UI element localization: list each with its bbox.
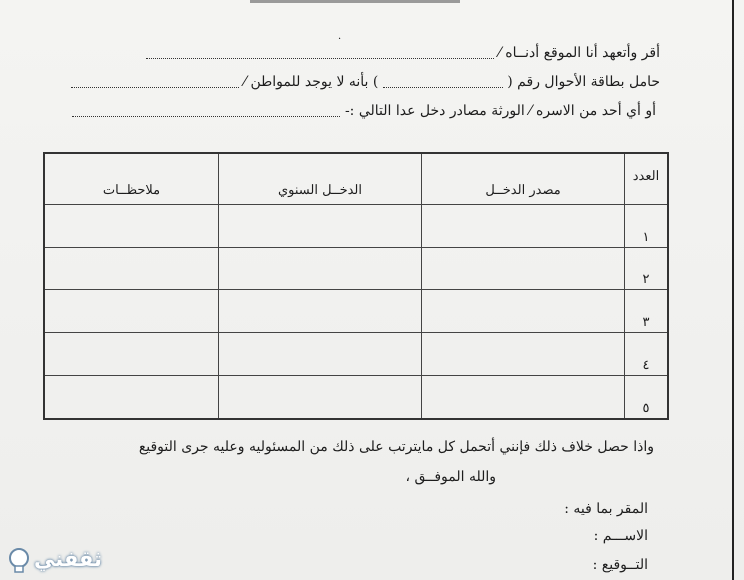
income-source-cell[interactable] [422, 247, 625, 290]
notes-cell[interactable] [44, 205, 219, 248]
declaration-line-2 [71, 73, 660, 91]
annual-income-cell[interactable] [219, 205, 422, 248]
pledge-statement: واذا حصل خلاف ذلك فإنني أتحمل كل مايترتب على ذلك من المسئوليه وعليه جرى التوقيع [138, 439, 654, 455]
closing-phrase: والله الموفــق ، [405, 469, 496, 485]
annual-income-cell[interactable] [219, 332, 422, 375]
income-table [43, 152, 669, 420]
notes-cell[interactable] [44, 247, 219, 290]
family-income-label: أو أي أحد من الاسره ⁄ الورثة مصادر دخل عدا التالي :- [344, 103, 656, 119]
declarant-label: المقر بما فيه : [564, 501, 648, 517]
declaration-line-3 [72, 102, 656, 120]
watermark-text: ثقفني [34, 547, 102, 571]
signature-label: التــوقيع : [592, 557, 648, 573]
notes-cell[interactable] [44, 375, 219, 419]
stray-mark: · [338, 34, 342, 45]
name-label: الاســـم : [593, 528, 648, 544]
bulb-icon [4, 546, 34, 576]
income-source-cell[interactable] [422, 290, 625, 333]
row-number: ٤ [625, 332, 669, 375]
id-card-label: حامل بطاقة الأحوال رقم ( [507, 74, 660, 90]
declarant-intro: أقر وأتعهد أنا الموقع أدنــاه ⁄ [498, 45, 660, 61]
row-number: ٢ [625, 247, 669, 290]
table-row [44, 205, 668, 248]
row-number: ٥ [625, 375, 669, 419]
header-notes: ملاحظــات [44, 153, 219, 205]
table-row [44, 290, 668, 333]
income-source-cell[interactable] [422, 332, 625, 375]
header-annual-income: الدخــل السنوي [219, 153, 422, 205]
income-source-cell[interactable] [422, 375, 625, 419]
row-number: ١ [625, 205, 669, 248]
page-edge [732, 0, 734, 580]
table-row [44, 375, 668, 419]
header-number: العدد [625, 153, 669, 205]
top-divider [250, 0, 460, 3]
family-blank [72, 106, 340, 117]
id-number-blank [383, 77, 503, 88]
income-source-cell[interactable] [422, 205, 625, 248]
table-row [44, 247, 668, 290]
name-blank [146, 48, 494, 59]
citizen-label: ) بأنه لا يوجد للمواطن ⁄ [243, 74, 379, 90]
annual-income-cell[interactable] [219, 247, 422, 290]
table-header-row [44, 153, 668, 205]
header-income-source: مصدر الدخــل [422, 153, 625, 205]
declaration-line-1 [146, 44, 660, 62]
watermark-logo [2, 544, 124, 578]
notes-cell[interactable] [44, 332, 219, 375]
table-row [44, 332, 668, 375]
annual-income-cell[interactable] [219, 290, 422, 333]
annual-income-cell[interactable] [219, 375, 422, 419]
notes-cell[interactable] [44, 290, 219, 333]
row-number: ٣ [625, 290, 669, 333]
citizen-name-blank [71, 77, 239, 88]
